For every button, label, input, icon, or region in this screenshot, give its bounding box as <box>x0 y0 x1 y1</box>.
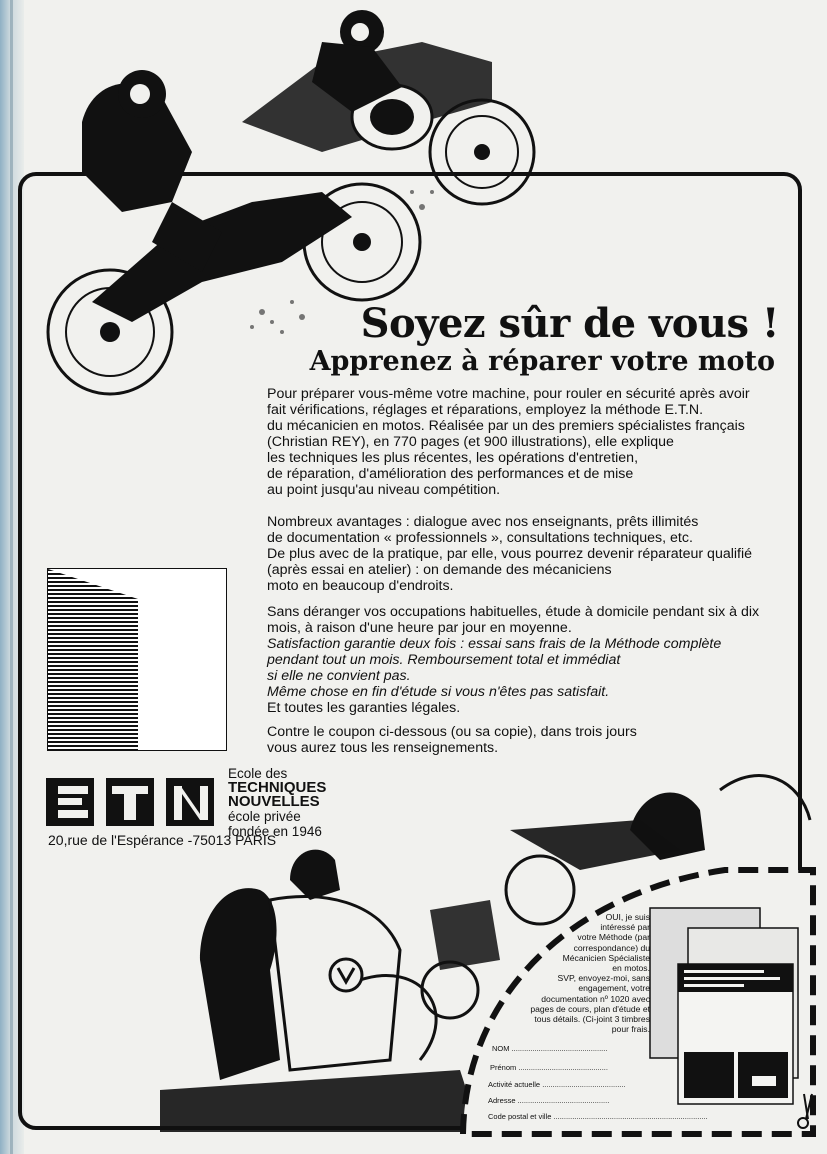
logo-line-3: NOUVELLES <box>228 793 320 810</box>
field-label: Adresse <box>488 1096 516 1105</box>
coupon-request-label: OUI, je suis intéressé par votre Méthode (par correspondance) du Mécanicien Spécialiste en motos. SVP, envoyez-moi, sans engagement, votre documentation nº 1020 avec pages de cours, plan d'étude et tous détails. (Ci-joint 3 timbres pour frais. <box>530 912 650 1035</box>
paragraph-closing: Contre le coupon ci-dessous (ou sa copie), dans trois jours vous aurez tous les renseignements. <box>267 724 637 756</box>
coupon-field-activite[interactable]: Activité actuelle ........................................ <box>488 1080 626 1089</box>
logo-line-1: Ecole des <box>228 766 288 781</box>
coupon-field-nom[interactable]: NOM .............................................. <box>492 1044 608 1053</box>
body-block-2 <box>267 514 787 594</box>
paragraph-advantages: Nombreux avantages : dialogue avec nos enseignants, prêts illimités de documentation « professionnels », consultations techniques, etc. De plus avec de la pratique, par elle, vous pourrez devenir réparateur qualifié (après essai en atelier) : on demande des mécaniciens moto en beaucoup d'endroits. <box>267 514 753 594</box>
body-block-3 <box>267 604 787 716</box>
paragraph-guarantee: Satisfaction garantie deux fois : essai sans frais de la Méthode complète pendant tout un mois. Remboursement total et immédiat si elle ne convient pas. Même chose en fin d'étude si vous n'êtes pas satisfait. <box>267 636 722 700</box>
subheadline: Apprenez à réparer votre moto <box>309 346 775 377</box>
paragraph-legal: Et toutes les garanties légales. <box>267 700 461 716</box>
school-address: 20,rue de l'Espérance -75013 PARIS <box>48 832 277 848</box>
paragraph-study: Sans déranger vos occupations habituelles, étude à domicile pendant six à dix mois, à raison d'une heure par jour en moyenne. <box>267 604 760 636</box>
coupon-field-adresse[interactable]: Adresse ............................................ <box>488 1096 610 1105</box>
coupon-books-image <box>648 906 810 1106</box>
field-label: Activité actuelle <box>488 1080 541 1089</box>
field-label: Prénom <box>490 1063 517 1072</box>
logo-line-2: TECHNIQUES <box>228 779 327 796</box>
hatched-box <box>47 568 227 751</box>
logo-line-5: fondée en 1946 <box>228 824 322 839</box>
field-label: Code postal et ville <box>488 1112 552 1121</box>
coupon-request-text <box>500 912 650 1034</box>
logo-line-4: école privée <box>228 809 301 824</box>
field-label: NOM <box>492 1044 510 1053</box>
body-block-1 <box>267 386 787 498</box>
headline: Soyez sûr de vous ! <box>360 300 779 347</box>
body-block-4 <box>267 724 787 756</box>
page-edge-shadow <box>10 0 13 1154</box>
coupon-field-prenom[interactable]: Prénom ........................................... <box>490 1063 608 1072</box>
scissors-icon <box>796 1090 818 1130</box>
paragraph-method: Pour préparer vous-même votre machine, pour rouler en sécurité après avoir fait vérifications, réglages et réparations, employez la méthode E.T.N. du mécanicien en motos. Réalisée par un des premiers spécialistes français (Christian REY), en 770 pages (et 900 illustrations), elle explique les techniques les plus récentes, les opérations d'entretien, de réparation, d'amélioration des performances et de mise au point jusqu'au niveau compétition. <box>267 386 750 498</box>
coupon-field-code-postal[interactable]: Code postal et ville .......................................................................... <box>488 1112 708 1121</box>
